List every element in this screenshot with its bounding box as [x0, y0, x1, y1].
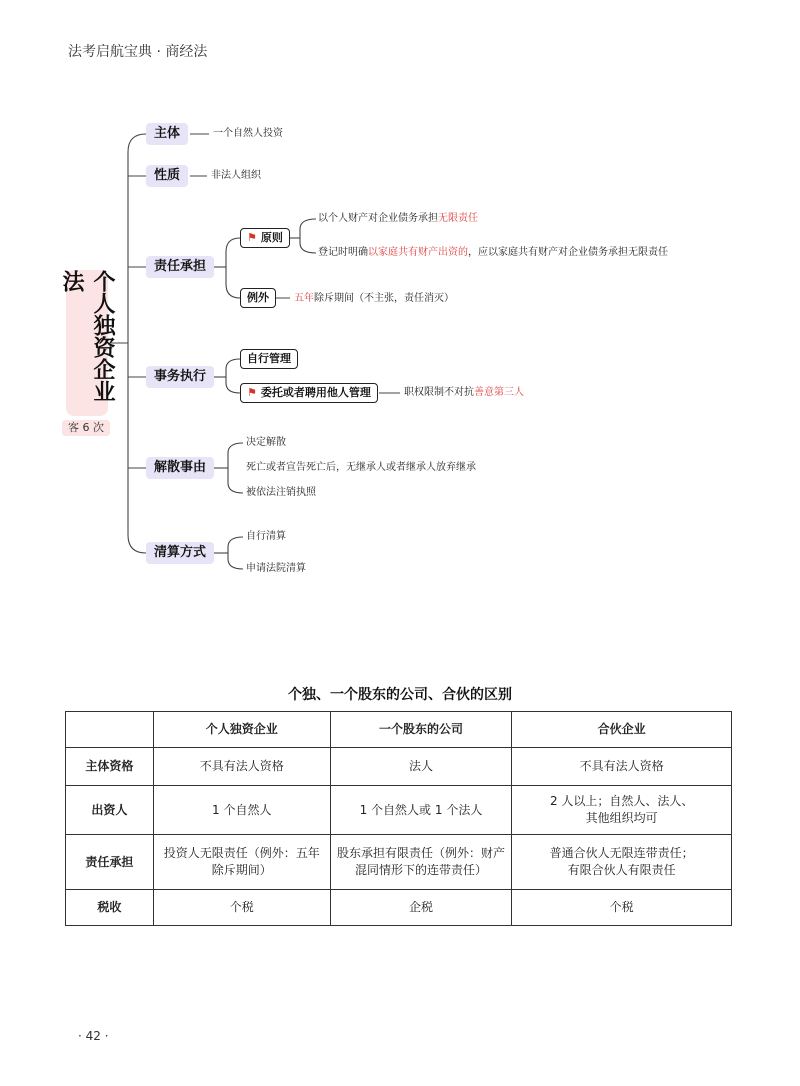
sub-principle: [240, 228, 290, 248]
leaf-dissolution-2: 死亡或者宣告死亡后，无继承人或者继承人放弃继承: [246, 462, 476, 473]
leaf-dissolution-3: 被依法注销执照: [246, 487, 316, 498]
node-nature: 性质: [146, 165, 188, 187]
table-header-cell: 合伙企业: [512, 712, 732, 748]
table-header-cell: 一个股东的公司: [330, 712, 512, 748]
leaf-principle-1: 以个人财产对企业债务承担无限责任: [318, 213, 478, 224]
row-header: 责任承担: [66, 835, 154, 890]
table-row: [66, 835, 732, 890]
row-header: 出资人: [66, 786, 154, 835]
table-row: [66, 786, 732, 835]
leaf-exception: 五年除斥期间（不主张，责任消灭）: [294, 293, 454, 304]
table-title: 个独、一个股东的公司、合伙的区别: [288, 687, 512, 703]
node-affairs: 事务执行: [146, 366, 214, 388]
sub-entrust-management: [240, 383, 378, 403]
table-cell: 个税: [512, 890, 732, 926]
comparison-table: [65, 711, 732, 926]
row-header: 税收: [66, 890, 154, 926]
flag-icon: ⚑: [247, 386, 257, 399]
table-cell: 个税: [153, 890, 330, 926]
leaf-liquidation-1: 自行清算: [246, 531, 286, 542]
leaf-entrust: 职权限制不对抗善意第三人: [404, 387, 524, 398]
leaf-dissolution-1: 决定解散: [246, 437, 286, 448]
table-cell: 投资人无限责任（例外：五年 除斥期间）: [153, 835, 330, 890]
table-cell: 不具有法人资格: [153, 748, 330, 786]
flag-icon: ⚑: [247, 231, 257, 244]
leaf-subject: 一个自然人投资: [213, 128, 283, 139]
table-cell: 法人: [330, 748, 512, 786]
table-row: [66, 890, 732, 926]
table-cell: 2 人以上；自然人、法人、 其他组织均可: [512, 786, 732, 835]
leaf-nature: 非法人组织: [211, 170, 261, 181]
mindmap-root: [59, 270, 115, 416]
table-cell: 股东承担有限责任（例外：财产 混同情形下的连带责任）: [330, 835, 512, 890]
root-title: 个人独资企业法: [59, 270, 115, 402]
exam-frequency-badge: 客 6 次: [62, 420, 110, 436]
node-liability: 责任承担: [146, 256, 214, 278]
table-cell: 1 个自然人: [153, 786, 330, 835]
table-header-cell: [66, 712, 154, 748]
table-cell: 普通合伙人无限连带责任； 有限合伙人有限责任: [512, 835, 732, 890]
table-cell: 1 个自然人或 1 个法人: [330, 786, 512, 835]
sub-self-management: 自行管理: [240, 349, 298, 369]
node-liquidation: 清算方式: [146, 542, 214, 564]
node-dissolution: 解散事由: [146, 457, 214, 479]
leaf-liquidation-2: 申请法院清算: [246, 563, 306, 574]
page-number: · 42 ·: [78, 1029, 109, 1043]
sub-entrust-label: 委托或者聘用他人管理: [260, 386, 371, 399]
leaf-principle-2: 登记时明确以家庭共有财产出资的，应以家庭共有财产对企业债务承担无限责任: [318, 247, 668, 258]
sub-exception: 例外: [240, 288, 276, 308]
node-subject: 主体: [146, 123, 188, 145]
table-header-cell: 个人独资企业: [153, 712, 330, 748]
table-cell: 不具有法人资格: [512, 748, 732, 786]
row-header: 主体资格: [66, 748, 154, 786]
sub-principle-label: 原则: [260, 231, 283, 244]
table-cell: 企税: [330, 890, 512, 926]
table-row: [66, 748, 732, 786]
table-header-row: [66, 712, 732, 748]
page-header: 法考启航宝典 · 商经法: [68, 44, 208, 60]
